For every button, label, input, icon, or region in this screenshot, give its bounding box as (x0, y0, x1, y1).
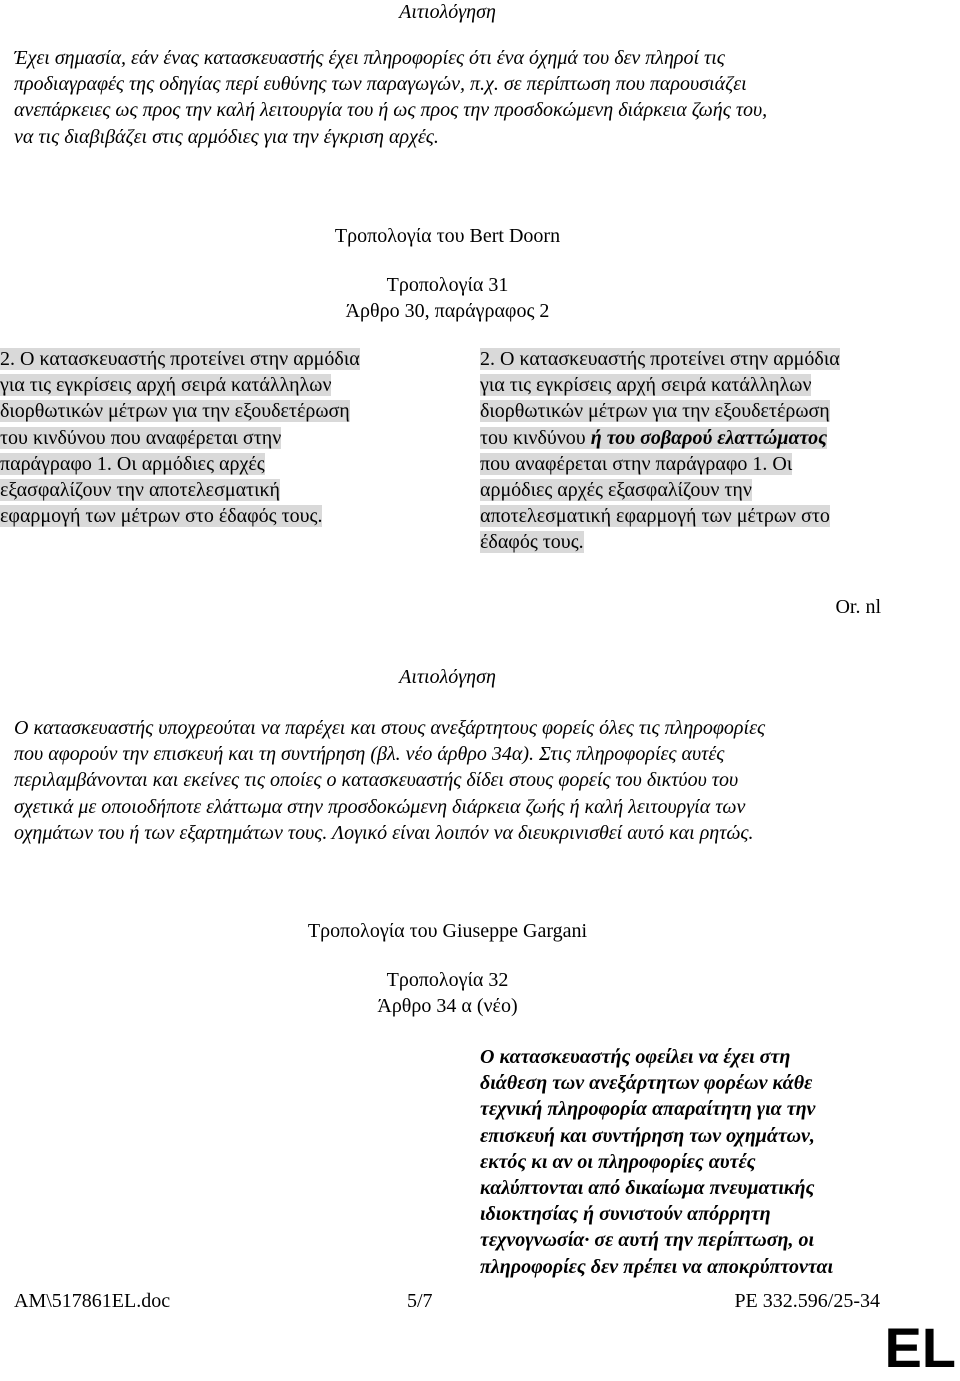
text-line: 2. Ο κατασκευαστής προτείνει στην αρμόδια (0, 348, 360, 370)
text-line: εφαρμογή των μέτρων στο έδαφός τους. (0, 505, 323, 528)
language-tag: EL (884, 1316, 956, 1379)
paragraph-line: προδιαγραφές της οδηγίας περί ευθύνης των παραγωγών, π.χ. σε περίπτωση που παρουσιάζει (14, 73, 747, 96)
text-line: που αναφέρεται στην παράγραφο 1. Οι (480, 452, 793, 475)
paragraph-line: περιλαμβάνονται και εκείνες τις οποίες ο κατασκευαστής δίδει στους φορείς του δικτύου του (14, 769, 739, 792)
pe-reference: PE 332.596/25-34 (734, 1290, 880, 1312)
paragraph-line: οχημάτων του ή των εξαρτημάτων τους. Λογικό είναι λοιπόν να διευκρινισθεί αυτό και ρητώς. (14, 821, 754, 844)
amendment-31-amended-text (480, 346, 900, 556)
top-justification-heading: Αιτιολόγηση (399, 1, 496, 23)
text-line: για τις εγκρίσεις αρχή σειρά κατάλληλων (0, 374, 332, 397)
text-line: διορθωτικών μέτρων για την εξουδετέρωση (0, 400, 350, 423)
amendment-31-article: Άρθρο 30, παράγραφος 2 (345, 300, 550, 322)
text-line: ιδιοκτησίας ή συνιστούν απόρρητη (480, 1203, 771, 1226)
text-line: καλύπτονται από δικαίωμα πνευματικής (480, 1177, 815, 1200)
text-line: τεχνογνωσία· σε αυτή την περίπτωση, οι (480, 1229, 815, 1252)
top-justification-paragraph (14, 45, 894, 150)
paragraph-line: που αφορούν την επισκευή και τη συντήρηση (βλ. νέο άρθρο 34α). Στις πληροφορίες αυτές (14, 743, 725, 766)
page-number: 5/7 (407, 1290, 433, 1312)
paragraph-line: να τις διαβιβάζει στις αρμόδιες για την έγκριση αρχές. (14, 125, 439, 148)
paragraph-line: ανεπάρκειες ως προς την καλή λειτουργία του ή ως προς την προσδοκώμενη διάρκεια ζωής του, (14, 99, 768, 122)
text-line: τεχνική πληροφορία απαραίτητη για την (480, 1098, 816, 1121)
paragraph-line: σχετικά με οποιοδήποτε ελάττωμα στην προσδοκώμενη διάρκεια ζωής ή καλή λειτουργία των (14, 795, 746, 818)
amendment-32-author: Τροπολογία του Giuseppe Gargani (307, 920, 588, 942)
inserted-text: ή του σοβαρού ελαττώματος (590, 426, 828, 449)
text-line: για τις εγκρίσεις αρχή σειρά κατάλληλων (480, 374, 812, 397)
text-line: του κινδύνου που αναφέρεται στην (0, 426, 282, 449)
amendment-31-author: Τροπολογία του Bert Doorn (334, 225, 561, 247)
text-line-prefix: του κινδύνου (480, 426, 591, 449)
justification-heading: Αιτιολόγηση (399, 666, 496, 688)
text-line: διάθεση των ανεξάρτητων φορέων κάθε (480, 1072, 813, 1095)
amendment-31-number: Τροπολογία 31 (386, 274, 509, 296)
text-line: παράγραφο 1. Οι αρμόδιες αρχές (0, 452, 265, 475)
paragraph-line: Έχει σημασία, εάν ένας κατασκευαστής έχει πληροφορίες ότι ένα όχημά του δεν πληροί τις (14, 47, 725, 69)
text-line: Ο κατασκευαστής οφείλει να έχει στη (480, 1046, 791, 1068)
text-line: εξασφαλίζουν την αποτελεσματική (0, 479, 280, 502)
amendment-32-amended-text (480, 1044, 910, 1280)
original-language-label: Or. nl (835, 596, 881, 618)
text-line: 2. Ο κατασκευαστής προτείνει στην αρμόδια (480, 348, 840, 370)
document-reference: AM\517861EL.doc (14, 1290, 171, 1312)
text-line: αρμόδιες αρχές εξασφαλίζουν την (480, 479, 752, 502)
amendment-32-article: Άρθρο 34 α (νέο) (377, 995, 518, 1017)
text-line: διορθωτικών μέτρων για την εξουδετέρωση (480, 400, 830, 423)
text-line: εκτός κι αν οι πληροφορίες αυτές (480, 1150, 756, 1173)
amendment-31-original-text (0, 346, 440, 529)
text-line: πληροφορίες δεν πρέπει να αποκρύπτονται (480, 1255, 834, 1278)
text-line: έδαφός τους. (480, 531, 584, 554)
text-line: επισκευή και συντήρηση των οχημάτων, (480, 1124, 815, 1147)
paragraph-line: Ο κατασκευαστής υποχρεούται να παρέχει και στους ανεξάρτητους φορείς όλες τις πληροφορίες (14, 717, 766, 739)
justification-paragraph (14, 715, 904, 846)
text-line: αποτελεσματική εφαρμογή των μέτρων στο (480, 505, 830, 528)
amendment-32-number: Τροπολογία 32 (386, 969, 509, 991)
